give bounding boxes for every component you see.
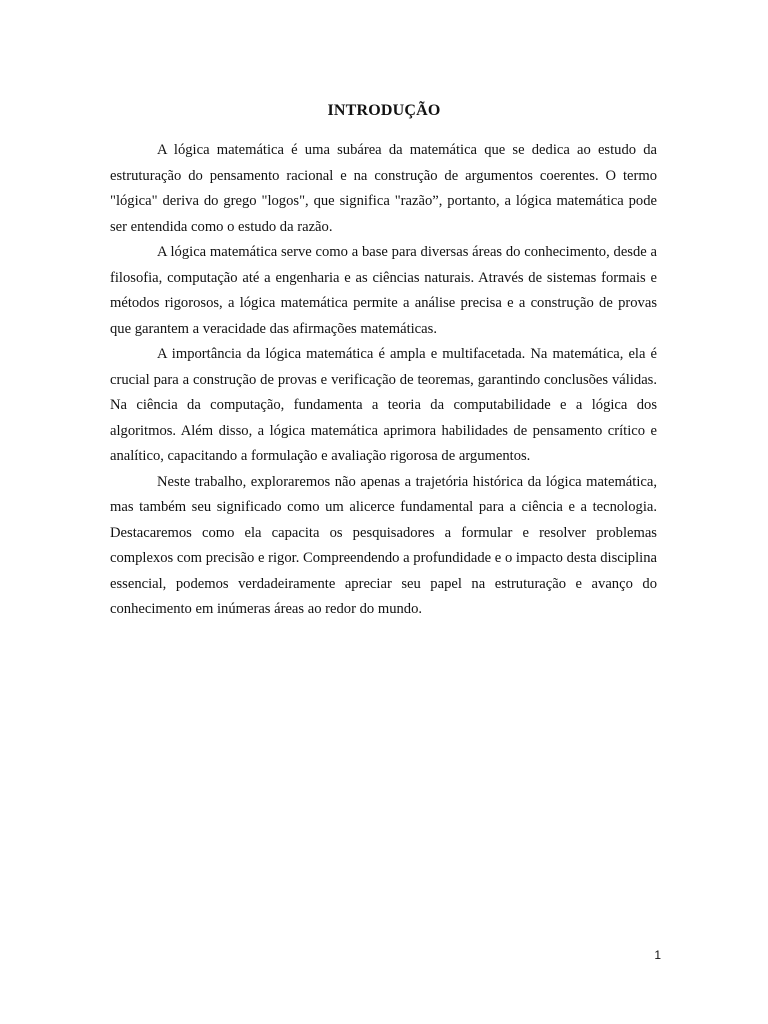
paragraph-3: A importância da lógica matemática é ampla e multifacetada. Na matemática, ela é crucial para a construção de provas e verificação de teoremas, garantindo conclusões válidas. Na ciência da computação, fundamenta a teoria da computabilidade e a lógica dos algoritmos. Além disso, a lógica matemática aprimora habilidades de pensamento crítico e analítico, capacitando a formulação e avaliação rigorosa de argumentos. [110,346,657,464]
paragraph-4: Neste trabalho, exploraremos não apenas a trajetória histórica da lógica matemática, mas também seu significado como um alicerce fundamental para a ciência e a tecnologia. Destacaremos como ela capacita os pesquisadores a formular e resolver problemas complexos com precisão e rigor. Compreendendo a profundidade e o impacto desta disciplina essencial, podemos verdadeiramente apreciar seu papel na estruturação e avanço do conhecimento em inúmeras áreas ao redor do mundo. [110,473,657,617]
section-title: INTRODUÇÃO [327,102,441,119]
paragraph-2: A lógica matemática serve como a base para diversas áreas do conhecimento, desde a filosofia, computação até a engenharia e as ciências naturais. Através de sistemas formais e métodos rigorosos, a lógica matemática permite a análise precisa e a construção de provas que garantem a veracidade das afirmações matemáticas. [110,244,657,337]
page-number: 1 [654,948,661,962]
body-text [110,138,657,623]
paragraph-1: A lógica matemática é uma subárea da matemática que se dedica ao estudo da estruturação do pensamento racional e na construção de argumentos coerentes. O termo "lógica" deriva do grego "logos", que significa "razão”, portanto, a lógica matemática pode ser entendida como o estudo da razão. [110,142,657,235]
